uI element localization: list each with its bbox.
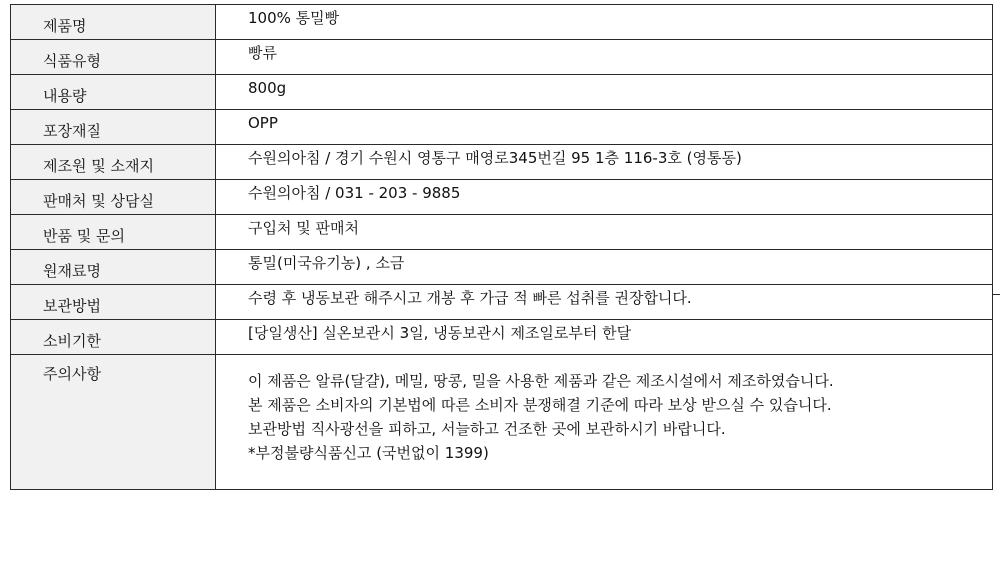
row-food-type (11, 40, 993, 75)
caution-text (216, 355, 993, 490)
row-label: 포장재질 (11, 110, 216, 145)
row-label: 내용량 (11, 75, 216, 110)
row-caution (11, 355, 993, 490)
caution-line: 이 제품은 알류(달걀), 메밀, 땅콩, 밀을 사용한 제품과 같은 제조시설에서 제조하였습니다. (248, 372, 834, 390)
row-value: 수원의아침 / 031 - 203 - 9885 (216, 180, 993, 215)
row-value: OPP (216, 110, 993, 145)
divider (993, 294, 1000, 295)
caution-line: 본 제품은 소비자의 기본법에 따른 소비자 분쟁해결 기준에 따라 보상 받으실 수 있습니다. (248, 396, 832, 414)
row-value: 수원의아침 / 경기 수원시 영통구 매영로345번길 95 1층 116-3호 (영통동) (216, 145, 993, 180)
row-label: 식품유형 (11, 40, 216, 75)
row-manufacturer (11, 145, 993, 180)
row-net-content (11, 75, 993, 110)
caution-line: 보관방법 직사광선을 피하고, 서늘하고 건조한 곳에 보관하시기 바랍니다. (248, 420, 726, 438)
row-label: 주의사항 (11, 355, 216, 490)
row-label: 원재료명 (11, 250, 216, 285)
row-value: [당일생산] 실온보관시 3일, 냉동보관시 제조일로부터 한달 (216, 320, 993, 355)
row-storage (11, 285, 993, 320)
row-label: 보관방법 (11, 285, 216, 320)
row-ingredients (11, 250, 993, 285)
row-value: 100% 통밀빵 (216, 5, 993, 40)
row-label: 판매처 및 상담실 (11, 180, 216, 215)
row-label: 제품명 (11, 5, 216, 40)
row-packaging (11, 110, 993, 145)
row-label: 소비기한 (11, 320, 216, 355)
row-expiry (11, 320, 993, 355)
row-value: 구입처 및 판매처 (216, 215, 993, 250)
row-label: 제조원 및 소재지 (11, 145, 216, 180)
row-label: 반품 및 문의 (11, 215, 216, 250)
row-value: 통밀(미국유기농) , 소금 (216, 250, 993, 285)
row-seller (11, 180, 993, 215)
row-value: 빵류 (216, 40, 993, 75)
row-product-name (11, 5, 993, 40)
row-returns (11, 215, 993, 250)
product-info-table (10, 4, 993, 490)
row-value: 수령 후 냉동보관 해주시고 개봉 후 가급 적 빠른 섭취를 권장합니다. (216, 285, 993, 320)
row-value: 800g (216, 75, 993, 110)
caution-line: *부정불량식품신고 (국번없이 1399) (248, 444, 489, 462)
